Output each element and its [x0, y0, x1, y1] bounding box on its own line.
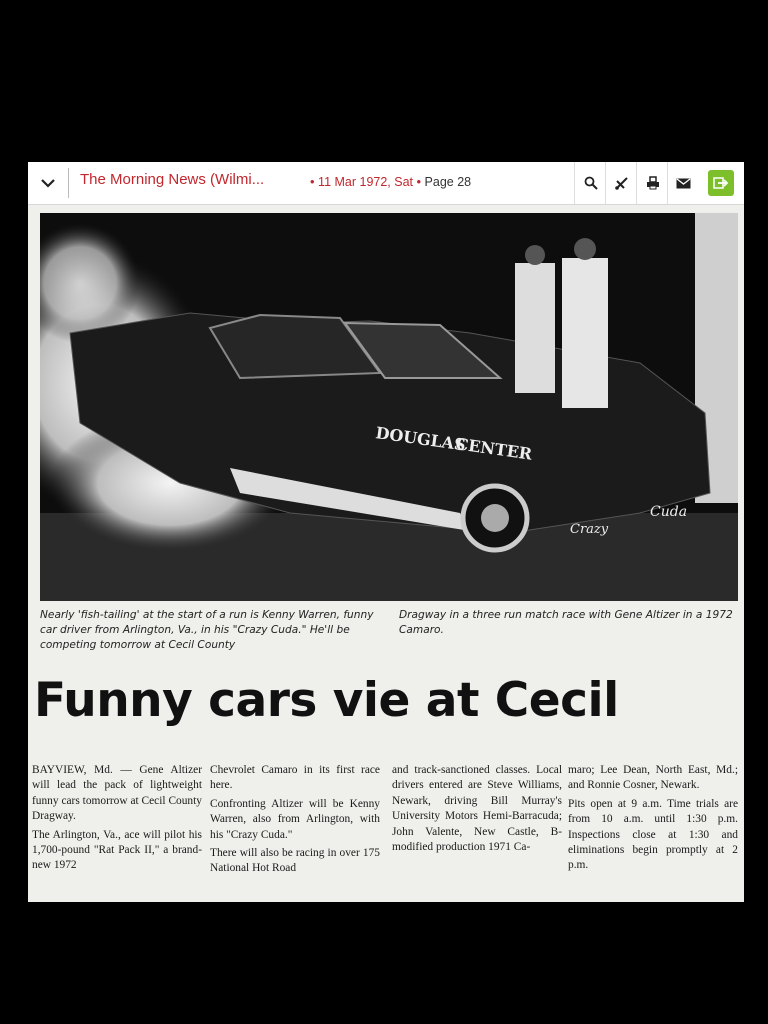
separator: • — [416, 174, 422, 189]
article-paragraph: Chevrolet Camaro in its first race here. — [210, 764, 380, 792]
article-paragraph: Confronting Altizer will be Kenny Warren, also from Arlington, with his "Crazy Cuda." — [210, 797, 380, 841]
car-text-crazy: Crazy — [570, 522, 609, 537]
publication-title[interactable]: The Morning News (Wilmi... — [80, 171, 265, 188]
article-paragraph: Pits open at 9 a.m. Time trials are from 10 a.m. until 1:30 p.m. Inspections close at 1:30 and eliminations begin promptly at 2 p.m. — [568, 797, 738, 872]
mail-icon — [676, 178, 691, 189]
collapse-button[interactable] — [28, 162, 68, 204]
article-column-4 — [568, 763, 738, 877]
article-column-2 — [210, 763, 380, 880]
mail-button[interactable] — [667, 162, 699, 204]
photo-caption-right: Dragway in a three run match race with Gene Altizer in a 1972 Camaro. — [399, 609, 733, 636]
newspaper-viewer — [28, 162, 744, 902]
funny-car-image — [40, 213, 738, 601]
divider — [68, 168, 69, 198]
share-button[interactable] — [708, 170, 734, 196]
toolbar — [28, 162, 744, 205]
issue-date[interactable]: 11 Mar 1972, Sat — [318, 175, 414, 189]
photo-caption-left: Nearly 'fish-tailing' at the start of a run is Kenny Warren, funny car driver from Arlington, Va., in his "Crazy Cuda." He'll be competing tomorrow at Cecil County — [40, 609, 374, 651]
car-text-cuda: Cuda — [650, 504, 688, 520]
share-icon — [713, 175, 729, 191]
article-headline: Funny cars vie at Cecil — [34, 673, 619, 728]
article-paragraph: and track-sanctioned classes. Local drivers entered are Steve Williams, Newark, driving Bill Murray's University Motors Hemi-Barracuda; John Valente, New Castle, B-modified production 1971 Ca- — [392, 764, 562, 854]
print-icon — [646, 176, 660, 190]
article-paragraph: maro; Lee Dean, North East, Md.; and Ronnie Cosner, Newark. — [568, 764, 738, 792]
article-column-3 — [392, 763, 562, 858]
article-paragraph: BAYVIEW, Md. — Gene Altizer will lead the pack of lightweight funny cars tomorrow at Cecil County Dragway. — [32, 764, 202, 823]
newspaper-clipping[interactable] — [28, 205, 744, 902]
search-icon — [584, 176, 598, 190]
separator: • — [310, 174, 315, 189]
chevron-down-icon — [40, 178, 56, 188]
article-paragraph: There will also be racing in over 175 National Hot Road — [210, 847, 380, 875]
article-paragraph: The Arlington, Va., ace will pilot his 1,700-pound "Rat Pack II," a brand-new 1972 — [32, 828, 202, 872]
race-photo — [40, 213, 738, 601]
car-text-douglas: DOUGLAS — [374, 423, 467, 455]
car-text-center: CENTER — [454, 434, 534, 464]
search-button[interactable] — [574, 162, 606, 204]
clip-button[interactable] — [605, 162, 637, 204]
issue-meta — [310, 174, 471, 189]
article-column-1 — [32, 763, 202, 877]
clip-icon — [614, 175, 630, 191]
print-button[interactable] — [636, 162, 668, 204]
page-number[interactable]: Page 28 — [424, 175, 472, 189]
